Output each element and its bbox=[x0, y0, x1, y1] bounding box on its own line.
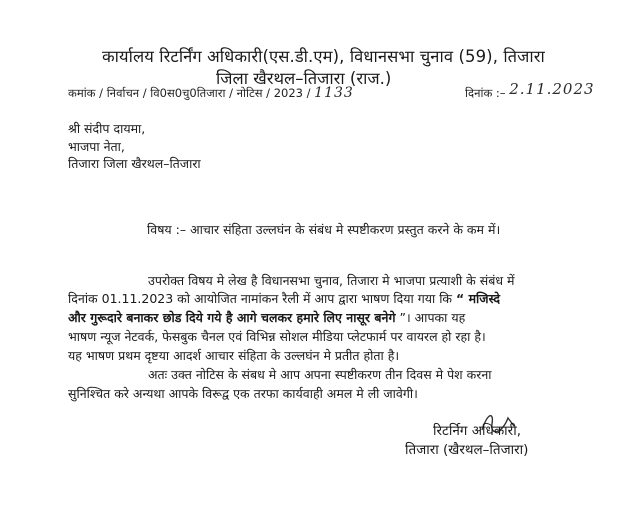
signatory-place: तिजारा (खैरथल–तिजारा) bbox=[405, 442, 529, 458]
addressee-place: तिजारा जिला खैरथल–तिजारा bbox=[68, 156, 201, 171]
date-handwritten: 2.11.2023 bbox=[509, 80, 595, 98]
body-p1-line2 bbox=[68, 290, 500, 307]
quoted-speech: और गुरूदारे बनाकर छोड दिये गये है आगे चलकर हमारे लिए नासूर बनेगे bbox=[68, 310, 396, 325]
body-p1-line5: यह भाषण प्रथम दृष्टया आदर्श आचार संहिता के उल्लघंन मे प्रतीत होता है। bbox=[68, 348, 400, 363]
body-p2-line1: अतः उक्त नोटिस के संबध मे आप अपना स्पष्टीकरण तीन दिवस मे पेश करना bbox=[148, 367, 492, 382]
body-p1-line1: उपरोक्त विषय मे लेख है विधानसभा चुनाव, तिजारा मे भाजपा प्रत्याशी के संबंध में bbox=[148, 273, 515, 288]
reference-number-handwritten: 1133 bbox=[314, 85, 354, 101]
body-p1-line3 bbox=[68, 309, 465, 326]
body-p1-line4: भाषण न्यूज नेटवर्क, फेसबुक चैनल एवं विभिन्न सोशल मीडिया प्लेटफार्म पर वायरल हो रहा है। bbox=[68, 329, 486, 344]
date-field bbox=[465, 80, 595, 101]
body-p1-line2-text: दिनांक 01.11.2023 को आयोजित नामांकन रैली में आप द्वारा भाषण दिया गया कि bbox=[68, 291, 453, 306]
signatory-title: रिटर्निग अधिकारी, bbox=[433, 423, 521, 439]
addressee-designation: भाजपा नेता, bbox=[68, 139, 125, 154]
quote-start: “ मजिस्दे bbox=[456, 291, 501, 306]
date-label: दिनांक :– bbox=[465, 86, 506, 100]
addressee-name: श्री संदीप दायमा, bbox=[68, 121, 146, 136]
district-heading: जिला खैरथल–तिजारा (राज.) bbox=[216, 69, 392, 88]
subject-line: विषय :– आचार संहिता उल्लघंन के संबंध मे स्पष्टीकरण प्रस्तुत करने के कम में। bbox=[147, 222, 501, 237]
reference-number-text: कमांक / निर्वाचन / वि0स0चु0तिजारा / नोटिस / 2023 / bbox=[68, 86, 311, 100]
body-p2-line2: सुनिश्चित करे अन्यथा आपके विरूद्व एक तरफा कार्यवाही अमल मे ली जावेगी। bbox=[68, 386, 418, 401]
body-p1-line3-rest: ”। आपका यह bbox=[399, 310, 466, 325]
office-heading: कार्यालय रिटर्निंग अधिकारी(एस.डी.एम), विधानसभा चुनाव (59), तिजारा bbox=[102, 47, 545, 66]
reference-number bbox=[68, 85, 354, 101]
